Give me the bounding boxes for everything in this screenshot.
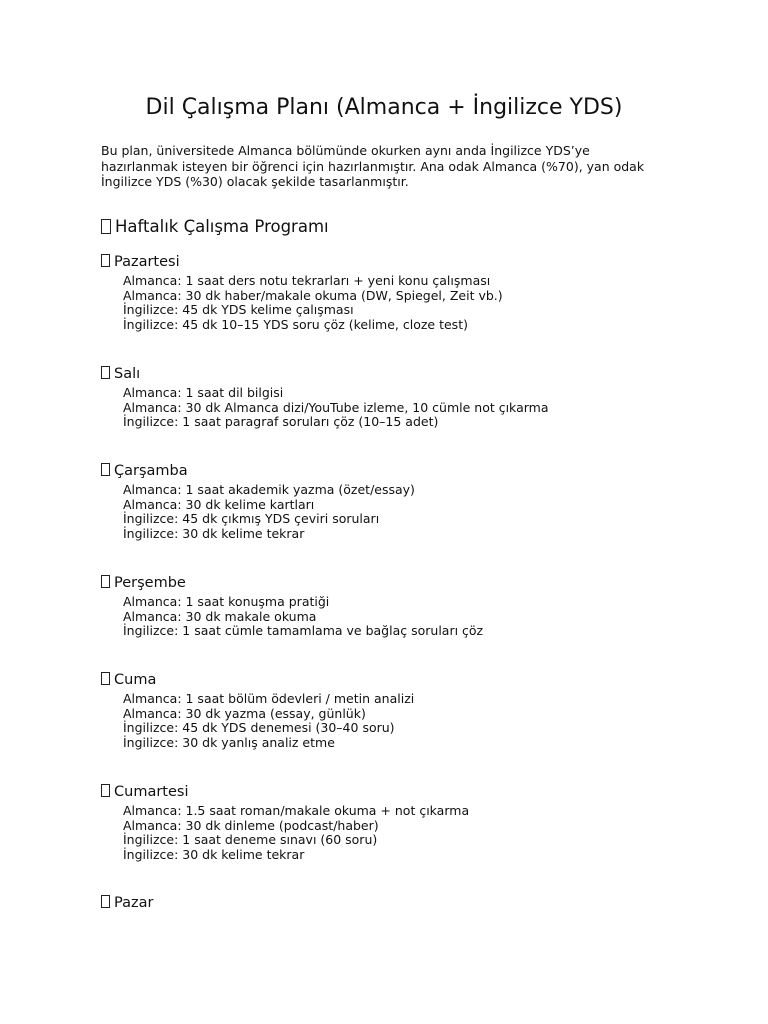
day-section-sali [101, 364, 701, 430]
day-heading [101, 573, 701, 593]
task-item: İngilizce: 1 saat paragraf soruları çöz (10–15 adet) [123, 414, 439, 430]
day-section-pazar [101, 893, 701, 913]
day-heading [101, 252, 701, 272]
unrendered-glyph-icon [101, 219, 111, 234]
day-section-pazartesi [101, 252, 701, 332]
day-name: Cuma [114, 672, 157, 688]
intro-line: İngilizce YDS (%30) olacak şekilde tasarlanmıştır. [101, 174, 409, 189]
day-name: Salı [114, 366, 141, 382]
task-item: Almanca: 1 saat bölüm ödevleri / metin analizi [123, 691, 415, 706]
day-heading [101, 461, 701, 481]
day-name: Pazartesi [114, 254, 180, 270]
task-item: Almanca: 30 dk kelime kartları [123, 496, 315, 512]
task-item: İngilizce: 30 dk kelime tekrar [123, 525, 305, 541]
unrendered-glyph-icon [101, 463, 110, 476]
task-item: Almanca: 30 dk yazma (essay, günlük) [123, 705, 366, 721]
task-item: Almanca: 1 saat konuşma pratiği [123, 594, 330, 609]
task-item: İngilizce: 1 saat cümle tamamlama ve bağlaç soruları çöz [123, 623, 484, 639]
intro-paragraph [101, 143, 701, 190]
day-heading [101, 893, 701, 913]
task-item: Almanca: 1 saat dil bilgisi [123, 385, 284, 400]
day-heading [101, 782, 701, 802]
task-item: Almanca: 30 dk makale okuma [123, 608, 317, 624]
day-heading [101, 364, 701, 384]
task-item: İngilizce: 45 dk YDS denemesi (30–40 soru) [123, 720, 395, 736]
day-name: Pazar [114, 895, 154, 911]
task-item: İngilizce: 30 dk yanlış analiz etme [123, 734, 335, 750]
task-item: Almanca: 30 dk haber/makale okuma (DW, Spiegel, Zeit vb.) [123, 287, 503, 303]
unrendered-glyph-icon [101, 672, 110, 685]
unrendered-glyph-icon [101, 895, 110, 908]
document-title: Dil Çalışma Planı (Almanca + İngilizce YDS) [145, 95, 623, 120]
day-name: Çarşamba [114, 463, 188, 479]
day-name: Perşembe [114, 575, 186, 591]
unrendered-glyph-icon [101, 254, 110, 267]
task-item: Almanca: 1 saat ders notu tekrarları + yeni konu çalışması [123, 273, 491, 288]
task-list [101, 595, 701, 639]
day-heading [101, 670, 701, 690]
task-list [101, 483, 701, 541]
task-item: Almanca: 30 dk dinleme (podcast/haber) [123, 817, 379, 833]
task-list [101, 386, 701, 430]
section-heading-text: Haftalık Çalışma Programı [115, 217, 329, 236]
task-item: İngilizce: 30 dk kelime tekrar [123, 846, 305, 862]
task-list [101, 804, 701, 862]
unrendered-glyph-icon [101, 784, 110, 797]
task-list [101, 692, 701, 750]
task-item: İngilizce: 45 dk YDS kelime çalışması [123, 302, 354, 318]
unrendered-glyph-icon [101, 575, 110, 588]
unrendered-glyph-icon [101, 366, 110, 379]
task-list [101, 274, 701, 332]
task-item: Almanca: 30 dk Almanca dizi/YouTube izleme, 10 cümle not çıkarma [123, 399, 549, 415]
task-item: Almanca: 1 saat akademik yazma (özet/essay) [123, 482, 415, 497]
intro-line: hazırlanmak isteyen bir öğrenci için hazırlanmıştır. Ana odak Almanca (%70), yan odak [101, 158, 645, 174]
task-item: İngilizce: 45 dk 10–15 YDS soru çöz (kelime, cloze test) [123, 316, 468, 332]
intro-line: Bu plan, üniversitede Almanca bölümünde okurken aynı anda İngilizce YDS’ye [101, 143, 590, 158]
task-item: Almanca: 1.5 saat roman/makale okuma + not çıkarma [123, 803, 470, 818]
section-heading-weekly-program [101, 216, 329, 238]
day-name: Cumartesi [114, 784, 189, 800]
day-section-persembe [101, 573, 701, 639]
day-section-cumartesi [101, 782, 701, 862]
task-item: İngilizce: 45 dk çıkmış YDS çeviri soruları [123, 511, 380, 527]
day-section-cuma [101, 670, 701, 750]
task-item: İngilizce: 1 saat deneme sınavı (60 soru) [123, 832, 378, 848]
day-section-carsamba [101, 461, 701, 541]
